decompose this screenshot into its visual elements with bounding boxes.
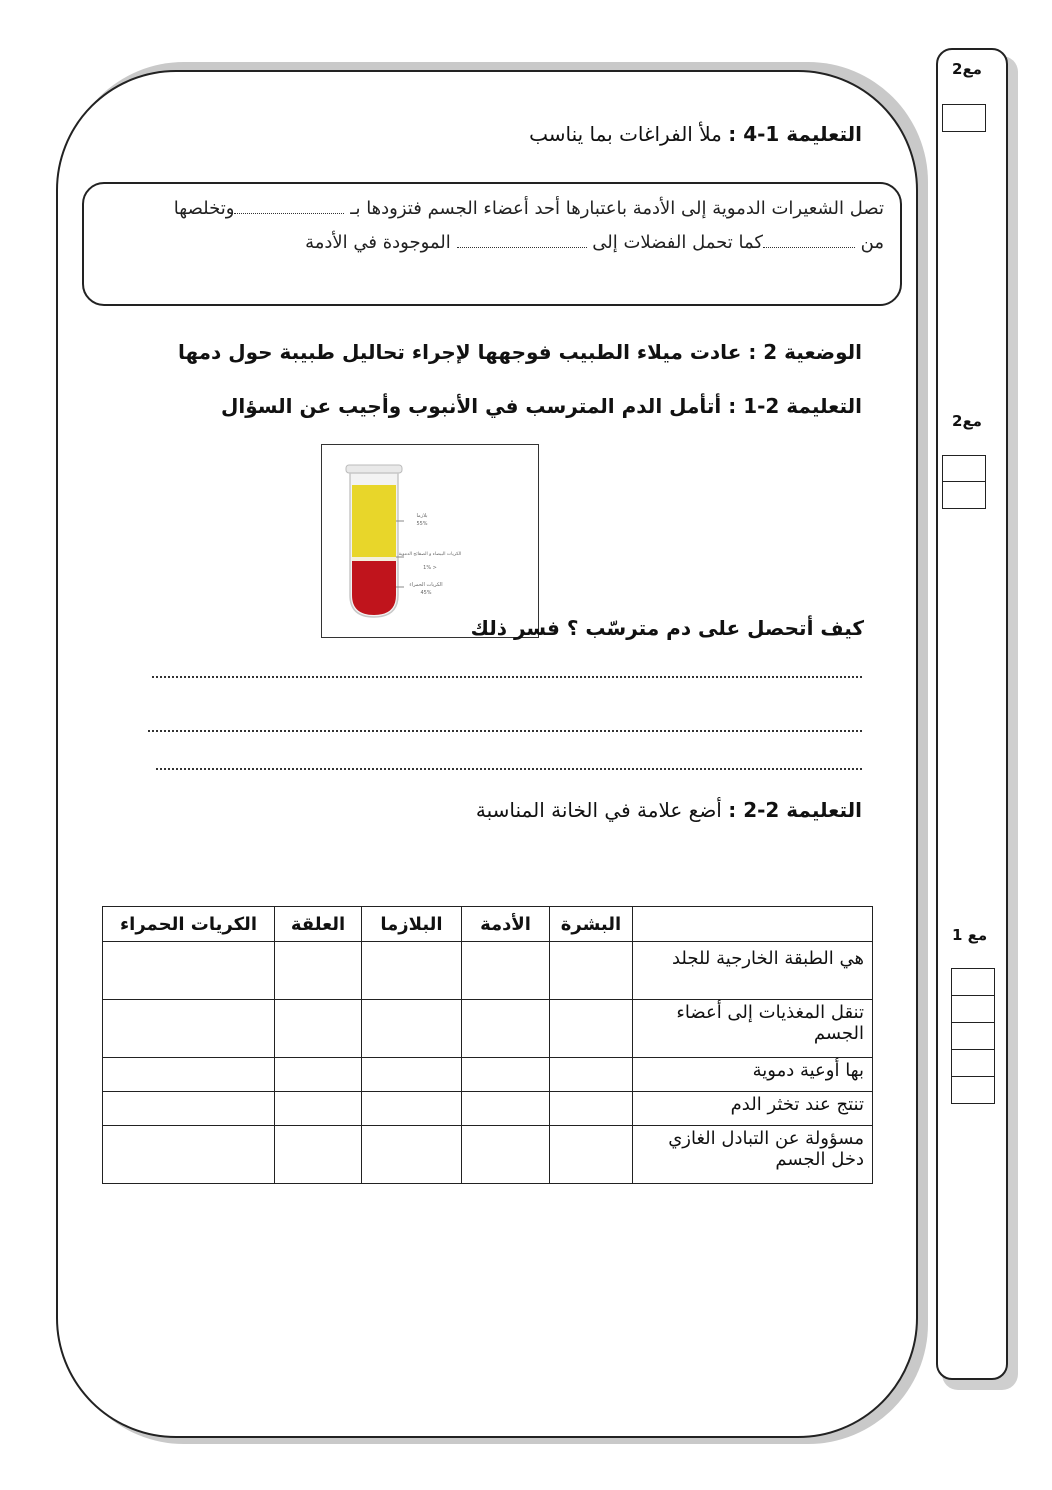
task-2-1-label: التعليمة 2-1 :	[728, 394, 862, 418]
header-cell-empty	[633, 907, 873, 942]
task-2-1-text: أتأمل الدم المترسب في الأنبوب وأجيب عن السؤال	[221, 394, 722, 418]
task-4-1-label: التعليمة 1-4 :	[728, 122, 862, 146]
row-label: بها أوعية دموية	[633, 1058, 873, 1092]
score-label-3: مع 1	[952, 926, 988, 944]
table-row	[103, 1126, 873, 1184]
fill-blank-1[interactable]	[234, 201, 344, 214]
header-cell-dermis: الأدمة	[462, 907, 550, 942]
mark-cell[interactable]	[462, 942, 550, 1000]
answer-line-1[interactable]	[152, 676, 862, 678]
mark-cell[interactable]	[275, 942, 362, 1000]
mark-cell[interactable]	[103, 1000, 275, 1058]
fill-blank-2[interactable]	[763, 235, 855, 248]
task-2-2-text: أضع علامة في الخانة المناسبة	[475, 798, 722, 822]
table-header-row	[103, 907, 873, 942]
mark-cell[interactable]	[550, 1126, 633, 1184]
row-label: تنتج عند تخثر الدم	[633, 1092, 873, 1126]
table-row	[103, 942, 873, 1000]
score-cell[interactable]	[943, 482, 985, 508]
fill-line-2-text-b: كما تحمل الفضلات إلى	[592, 232, 763, 253]
fill-line-2-text-c: الموجودة في الأدمة	[305, 232, 451, 253]
mark-cell[interactable]	[362, 1000, 462, 1058]
score-label-1: مع2	[952, 60, 982, 78]
mark-cell[interactable]	[550, 942, 633, 1000]
task-2-1-heading	[221, 394, 862, 418]
mark-cell[interactable]	[550, 1092, 633, 1126]
situation-2-label: الوضعية 2 :	[748, 340, 862, 364]
mark-cell[interactable]	[275, 1092, 362, 1126]
task-4-1-heading	[529, 122, 862, 146]
mark-cell[interactable]	[362, 942, 462, 1000]
buffy-coat-layer	[352, 557, 396, 561]
row-label: تنقل المغذيات إلى أعضاء الجسم	[633, 1000, 873, 1058]
mark-cell[interactable]	[275, 1058, 362, 1092]
mark-cell[interactable]	[462, 1000, 550, 1058]
table-row	[103, 1092, 873, 1126]
marking-table	[102, 906, 873, 1184]
score-cell[interactable]	[952, 1050, 994, 1077]
fill-line-2	[305, 232, 884, 253]
row-label: هي الطبقة الخارجية للجلد	[633, 942, 873, 1000]
task-4-1-text: ملأ الفراغات بما يناسب	[529, 122, 722, 146]
mark-cell[interactable]	[103, 1126, 275, 1184]
mark-cell[interactable]	[362, 1058, 462, 1092]
score-label-2: مع2	[952, 412, 982, 430]
plasma-pct: 55%	[416, 521, 428, 527]
score-cell[interactable]	[952, 969, 994, 996]
table-row	[103, 1058, 873, 1092]
score-cell[interactable]	[952, 996, 994, 1023]
header-cell-clot: العلقة	[275, 907, 362, 942]
tube-rim	[346, 465, 402, 473]
red-label: الكريات الحمراء	[409, 582, 443, 588]
score-box-1[interactable]	[942, 104, 986, 132]
red-pct: 45%	[420, 590, 432, 596]
mark-cell[interactable]	[550, 1000, 633, 1058]
plasma-label: بلازما	[416, 513, 428, 519]
score-column	[936, 48, 1008, 1380]
mark-cell[interactable]	[103, 1058, 275, 1092]
mark-cell[interactable]	[275, 1126, 362, 1184]
fill-line-1	[174, 198, 884, 219]
fill-blank-3[interactable]	[457, 235, 587, 248]
red-cells-layer	[352, 561, 396, 615]
score-cell[interactable]	[943, 456, 985, 482]
table-row	[103, 1000, 873, 1058]
score-box-2[interactable]	[942, 455, 986, 509]
mark-cell[interactable]	[103, 942, 275, 1000]
situation-2-heading	[178, 340, 862, 364]
header-cell-plasma: البلازما	[362, 907, 462, 942]
test-tube-figure	[321, 444, 539, 638]
test-tube-illustration	[322, 445, 538, 637]
task-2-2-heading	[476, 798, 862, 822]
mark-cell[interactable]	[462, 1092, 550, 1126]
score-box-3[interactable]	[951, 968, 995, 1104]
mark-cell[interactable]	[462, 1058, 550, 1092]
question-text: كيف أتحصل على دم مترسّب ؟ فسر ذلك	[470, 616, 864, 640]
mark-cell[interactable]	[103, 1092, 275, 1126]
situation-2-text: عادت ميلاء الطبيب فوجهها لإجراء تحاليل طبيبة حول دمها	[177, 340, 742, 364]
answer-line-2[interactable]	[148, 730, 862, 732]
score-cell[interactable]	[952, 1023, 994, 1050]
fill-line-1-text-a: تصل الشعيرات الدموية إلى الأدمة باعتبارها أحد أعضاء الجسم فتزودها بـ	[350, 198, 884, 219]
mark-cell[interactable]	[362, 1092, 462, 1126]
mark-cell[interactable]	[275, 1000, 362, 1058]
task-2-2-label: التعليمة 2-2 :	[728, 798, 862, 822]
header-cell-epidermis: البشرة	[550, 907, 633, 942]
mark-cell[interactable]	[550, 1058, 633, 1092]
middle-label: الكريات البيضاء و الصفائح الدموية	[398, 552, 462, 557]
header-cell-red-cells: الكريات الحمراء	[103, 907, 275, 942]
mark-cell[interactable]	[362, 1126, 462, 1184]
mark-cell[interactable]	[462, 1126, 550, 1184]
plasma-layer	[352, 485, 396, 559]
answer-line-3[interactable]	[156, 768, 862, 770]
row-label: مسؤولة عن التبادل الغازي دخل الجسم	[633, 1126, 873, 1184]
score-cell[interactable]	[952, 1077, 994, 1103]
fill-line-1-text-b: وتخلصها	[173, 198, 235, 219]
fill-line-2-text-a: من	[860, 232, 884, 253]
middle-pct: < 1%	[423, 565, 437, 571]
